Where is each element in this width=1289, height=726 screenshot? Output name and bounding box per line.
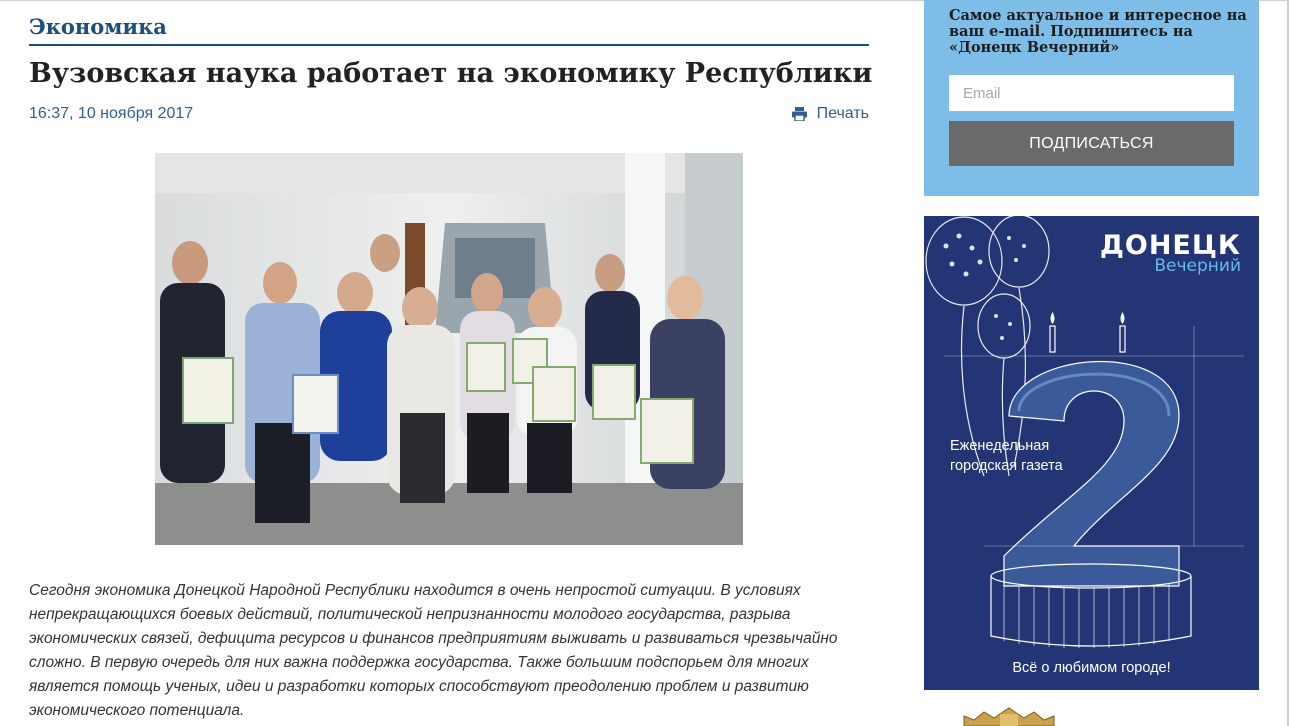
ad-logo-subtitle: Вечерний (1154, 256, 1241, 276)
ad-slogan: Всё о любимом городе! (1012, 660, 1171, 676)
print-button[interactable] (792, 105, 869, 123)
subscribe-widget (924, 0, 1259, 196)
article-body: Сегодня экономика Донецкой Народной Республики находится в очень непростой ситуации. В условиях непрекращающихся боевых действий, политической непризнанности молодого государства, разрыва экономических связей, дефицита ресурсов и финансов предприятиям выживать и развиваться чрезвычайно сложно. В первую очередь для них важна поддержка государства. Также большим подспорьем для многих является помощь ученых, идеи и разработки которых способствуют преодолению проблем и развитию экономического потенциала. (29, 582, 838, 719)
ad-logo: ДОНЕЦК (1099, 230, 1241, 261)
city-emblem-icon (954, 706, 1064, 726)
article-date: 16:37, 10 ноября 2017 (29, 105, 194, 122)
ad-banner[interactable] (924, 216, 1259, 690)
email-input[interactable] (949, 75, 1234, 111)
ad-tagline: Еженедельная городская газета (950, 438, 1063, 474)
subscribe-button[interactable]: ПОДПИСАТЬСЯ (949, 121, 1234, 166)
print-label: Печать (816, 105, 869, 122)
article-title: Вузовская наука работает на экономику Республики (29, 58, 873, 89)
section-link-economy[interactable]: Экономика (29, 14, 167, 39)
article-photo (155, 153, 743, 545)
section-divider (29, 44, 869, 46)
subscribe-text: Самое актуальное и интересное на ваш e-mail. Подпишитесь на «Донецк Вечерний» (949, 7, 1247, 56)
printer-icon (792, 107, 807, 121)
